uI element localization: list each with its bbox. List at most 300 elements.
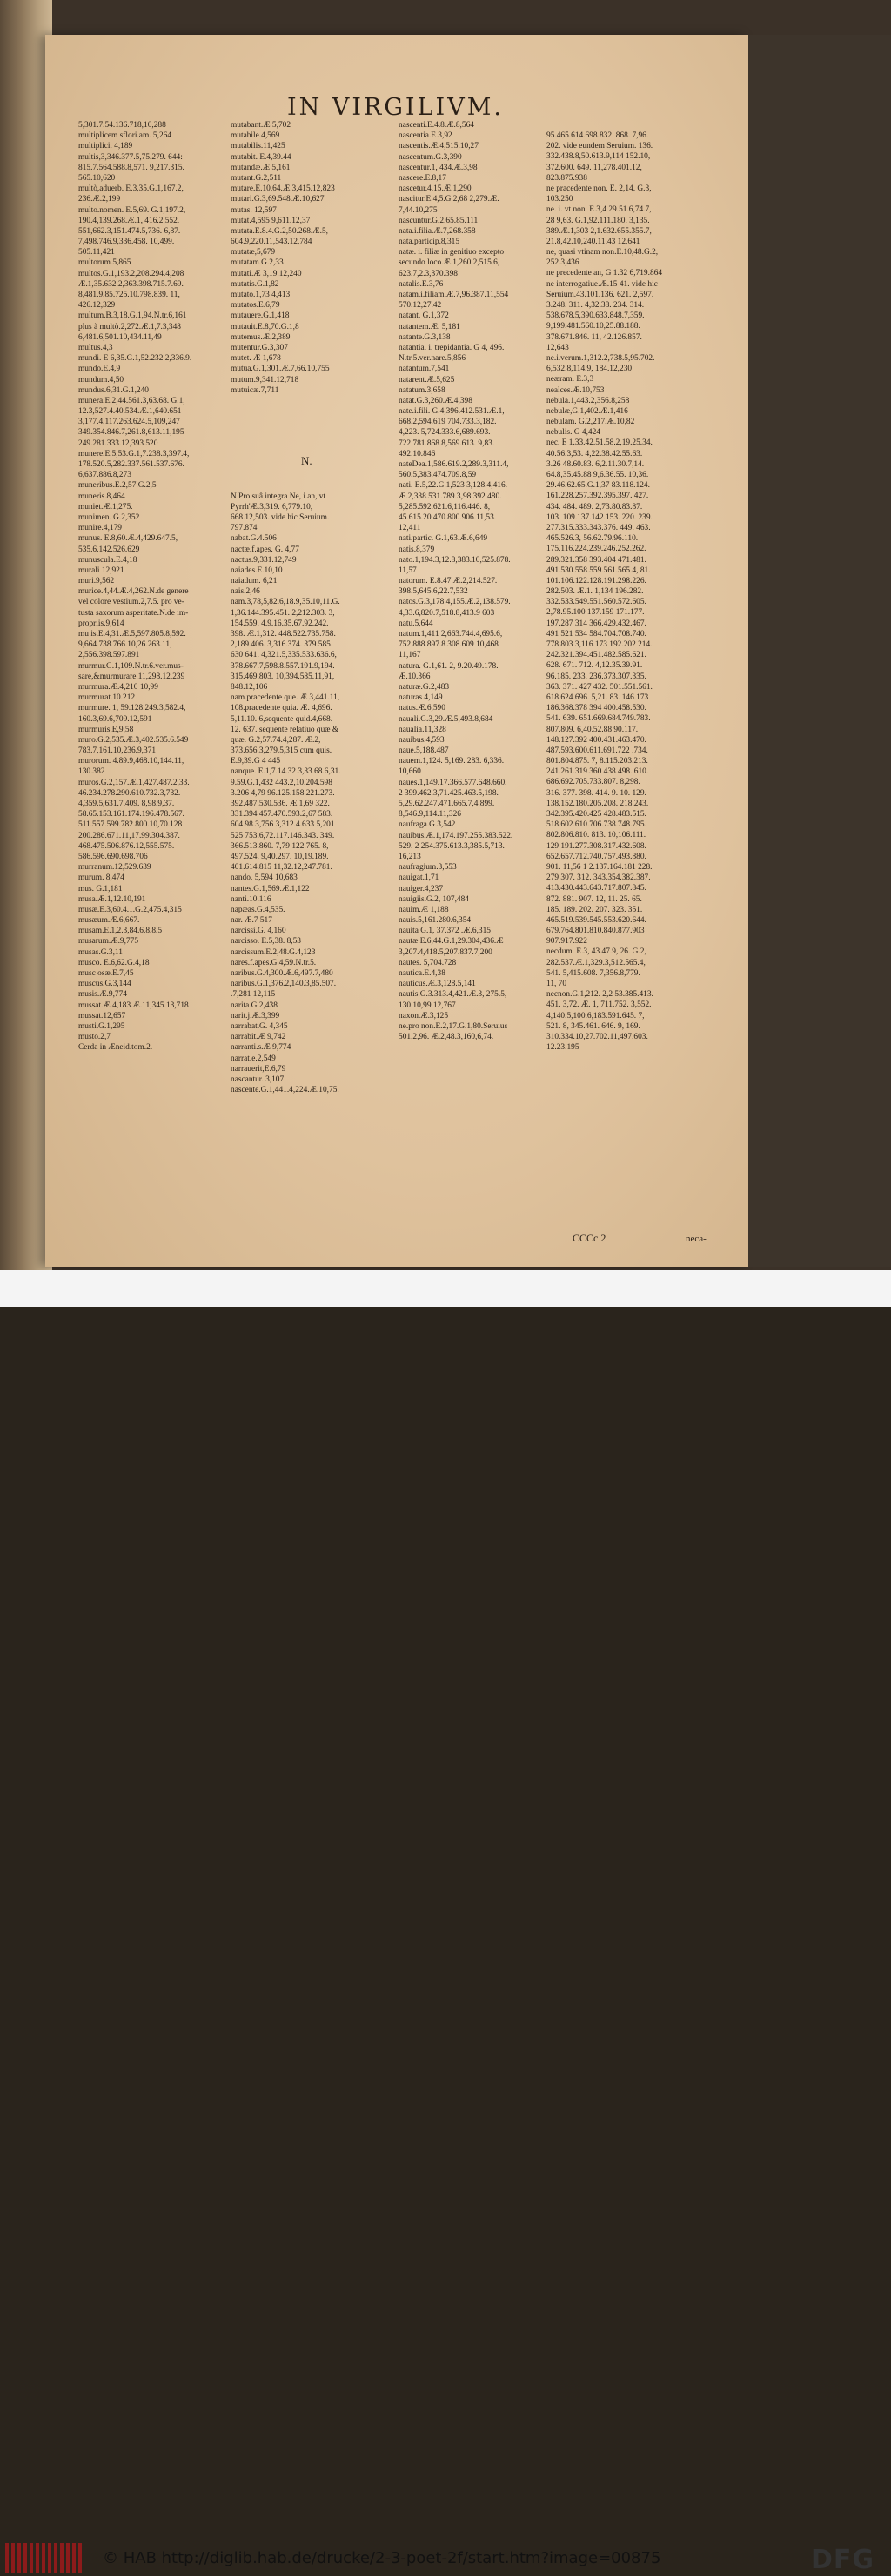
index-entry: murum. 8,474 [78,873,124,883]
index-entry: 103. 109.137.142.153. 220. 239. [546,512,653,522]
index-entry: 178.520.5,282.337.561.537.676. [78,460,184,469]
index-column-4 [546,130,738,1053]
index-entry: muneribus.E.2,57.G.2,5 [78,481,157,491]
index-entry: nautica.E.4,38 [399,969,446,978]
index-entry [231,449,396,459]
index-entry: .7,281 12,115 [231,990,276,1000]
index-entry: mutant.G.2,511 [231,173,282,183]
index-entry: natum.1,411 2,663.744.4,695.6, [399,630,503,639]
index-entry: 668.12,503. vide hic Seruium. [231,512,330,522]
index-entry: tusta saxorum asperitate.N.de im- [78,608,189,618]
index-column-3 [399,120,553,1042]
index-entry: natante.G.3,138 [399,332,451,342]
index-entry: 434. 484. 489. 2,73.80.83.87. [546,502,643,512]
index-entry: 7,44.10,275 [399,205,438,215]
index-entry: naufraga.G.3,542 [399,820,456,830]
index-entry [231,438,396,449]
index-entry: 823.875.938 [546,173,587,183]
index-entry: nar. Æ.7 517 [231,916,272,926]
index-entry: 332.438.8,50.613.9,114 152.10, [546,152,651,162]
index-entry: 5,301.7.54.136.718,10,288 [78,121,166,130]
index-entry: 45.615.20.470.800.906.11,53. [399,512,497,522]
index-entry: musæ.E.3,60.4.1.G.2,475.4,315 [78,905,182,914]
index-entry: ne precedente an, G 1.32 6,719.864 [546,269,663,278]
page-header: IN VIRGILIVM. [287,94,504,121]
index-entry: musis.Æ.9,774 [78,990,127,1000]
index-entry: 505.11,421 [78,248,115,258]
index-entry: nares.f.apes.G.4,59.N.tr.5. [231,958,317,967]
index-entry: natorum. E.8.47.Æ.2,214.527. [399,577,498,586]
index-entry: Æ.2,338.531.789.3,98.392.480. [399,492,502,501]
index-entry: 12,411 [399,524,421,533]
index-entry: 497.524. 9,40.297. 10,19.189. [231,852,329,861]
index-entry: Æ.1,35.632.2,363.398.715.7.69. [78,279,184,289]
index-entry: 366.513.860. 7,79 122.765. 8, [231,841,329,851]
index-entry: 3,207.4,418.5,207.837.7,200 [399,947,492,957]
index-entry: 802.806.810. 813. 10,106.111. [546,831,646,840]
index-entry: 95.465.614.698.832. 868. 7,96. [546,131,649,140]
scan-viewer [0,0,891,1270]
index-entry: 652.657.712.740.757.493.880. [546,852,646,861]
index-entry: 501,2,96. Æ.2,48.3,160,6,74. [399,1033,494,1042]
index-entry: nascentia.E.3,92 [399,131,452,141]
index-entry: 372.600. 649. 11,278.401.12, [546,163,642,172]
index-entry: 8,546.9,114.11,326 [399,810,461,820]
index-entry: 565.10,620 [78,173,116,183]
index-entry: narranti.s.Æ 9,774 [231,1043,291,1053]
index-entry: naxon.Æ.3,125 [399,1011,449,1020]
index-entry: nateDea.1,586.619.2,289.3,311.4, [399,460,509,469]
index-entry: 541. 5,415.608. 7,356.8,779. [546,968,640,978]
index-entry: mussat.Æ.4,183.Æ.11,345.13,718 [78,1000,189,1010]
index-entry: natu.5,644 [399,619,433,628]
index-entry: multiplici. 4,189 [78,142,133,151]
index-entry: mutata.E.8.4.G.2,50.268.Æ.5, [231,226,328,236]
index-entry: munimen. G.2,352 [78,512,140,522]
index-entry: 315.469.803. 10,394.585.11,91, [231,672,335,681]
index-entry: muros.G.2,157.Æ.1,427.487.2,33. [78,778,190,787]
index-entry: natarent.Æ.5,625 [399,375,455,385]
index-entry: murmura.Æ.4,210 10,99 [78,682,158,692]
index-entry: nauiger.4,237 [399,884,444,893]
index-entry: musarum.Æ.9,775 [78,937,139,947]
index-entry: secundo loco.Æ.1,260 2,515.6, [399,258,500,268]
index-entry: Pyrrh'Æ.3,319. 6,779.10, [231,502,313,512]
index-entry: mutatis.G.1,82 [231,279,279,289]
index-entry: nate.i.fili. G.4,396.412.531.Æ.1, [399,407,505,417]
index-entry: ne.pro non.E.2,17.G.1,80.Seruius [399,1021,508,1031]
index-entry: 28 9,63. G.1,92.111.180. 3,135. [546,216,650,225]
index-entry: musco. E.6,62.G.4,18 [78,958,150,967]
index-entry: 130.382 [78,767,105,777]
index-entry: natis.8,379 [399,545,435,554]
index-entry: nati.partic. G.1,63.Æ.6,649 [399,534,488,544]
index-entry: 848.12,106 [231,682,268,692]
index-entry: mutua.G.1,301.Æ.7,66.10,755 [231,365,330,374]
index-entry: 6,481.6,501.10,434.11,49 [78,332,162,342]
index-entry: 525 753.6,72.117.146.343. 349. [231,831,335,840]
credit-bar [0,1270,891,2575]
index-entry: 154.559. 4.9.16.35.67.92.242. [231,619,329,628]
index-entry: mutabant.Æ 5,702 [231,121,291,130]
index-entry: naturæ.G.2,483 [399,682,450,692]
index-entry: 570.12,27.42 [399,301,442,311]
index-entry: multò,aduerb. E.3,35.G.1,167.2, [78,184,184,194]
index-entry: muniet.Æ.1,275. [78,502,133,512]
credit-link[interactable]: © HAB http://diglib.hab.de/drucke/2-3-poet-2f/start.htm?image=00875 [103,2549,661,2567]
index-entry: plus à multò.2,272.Æ.1,7.3,348 [78,322,181,331]
index-entry: 518.602.610.706.738.748.795. [546,820,646,830]
index-entry: nactus.9,331.12,749 [231,555,297,565]
index-entry: nauigat.1,71 [399,873,439,883]
index-entry: necnon.G.1,212. 2,2 53.385.413. [546,990,653,1000]
index-entry: natant. G.1,372 [399,311,449,321]
index-entry: 9.59.G.1,432 443.2,10.204.598 [231,778,332,787]
index-entry: 6,637.886.8,273 [78,471,131,480]
index-entry: naribus.G.1,376.2,140.3,85.507. [231,980,337,989]
dfg-logo: DFG [811,2545,875,2575]
index-entry: nebulam. G.2,217.Æ.10,82 [546,418,635,427]
index-entry: nauis.5,161.280.6,354 [399,916,472,926]
index-entry: naiadum. 6,21 [231,577,278,586]
index-entry: naribus.G.4,300.Æ.6,497.7,480 [231,969,333,978]
index-entry: nebulæ,G.1,402.Æ.1,416 [546,406,628,416]
index-entry [231,417,396,427]
index-entry: 541. 639. 651.669.684.749.783. [546,714,651,724]
index-entry: 130.10,99.12,767 [399,1000,456,1010]
index-entry: musam.E.1,2.3,84.6,8.8.5 [78,927,163,936]
index-entry: nautes. 5,704.728 [399,958,457,967]
index-entry: mutandæ.Æ 5,161 [231,163,291,172]
catchword: neca- [686,1234,707,1244]
index-entry: natantem.Æ. 5,181 [399,322,460,331]
index-entry: murorum. 4.89.9,468.10,144.11, [78,757,184,766]
index-entry: mutatæ,5,679 [231,248,276,258]
page-background-margin [748,35,891,1267]
index-entry: murice.4,44.Æ.4,262.N.de genere [78,587,189,597]
index-entry: 413.430.443.643.717.807.845. [546,884,646,893]
index-entry: narcisso. E.5,38. 8,53 [231,937,301,947]
index-entry: 96.185. 233. 236.373.307.335. [546,672,646,681]
index-entry: mutauit.E.8,70.G.1,8 [231,322,299,331]
index-entry: nealces.Æ.10,753 [546,385,605,395]
index-entry: multum.B.3,18.G.1,94.N.tr.6,161 [78,311,187,321]
index-entry: mutentur.G.3,307 [231,343,288,352]
index-entry: natatum.3,658 [399,385,446,395]
index-entry: 630 641. 4,321.5,335.533.636.6, [231,651,337,660]
index-entry: 282.503. Æ.1. 1,134 196.282. [546,587,644,597]
index-entry: 8,481.9,85.725.10.798.839. 11, [78,291,180,299]
index-entry: nascere.E.8,17 [399,173,446,183]
index-entry: 129 191.277.308.317.432.608. [546,841,646,851]
index-entry: nec. E 1.33.42.51.58.2,19.25.34. [546,438,653,448]
index-entry: 5,29.62.247.471.665.7,4.899. [399,800,495,808]
index-entry: 401.614.815 11,32.12,247.781. [231,863,332,873]
index-entry: natus.Æ.6,590 [399,704,446,713]
index-entry: 872. 881. 907. 12, 11. 25. 65. [546,894,642,904]
index-entry: 487.593.600.611.691.722 .734. [546,746,648,755]
index-entry: 10,660 [399,767,421,777]
index-entry: ne, quasi vtinam non.E.10,48.G.2, [546,248,659,258]
index-entry: naualia.11,328 [399,725,446,734]
index-entry: ne pracedente non. E. 2,14. G.3, [546,184,652,193]
index-entry: 289.321.358 393.404 471.481. [546,555,646,565]
signature-mark: CCCc 2 [573,1232,606,1244]
index-entry: nauem.1,124. 5,169. 283. 6,336. [399,757,505,766]
index-entry: 148.127.392 400.431.463.470. [546,735,646,745]
index-entry: 331.394 457.470.593.2,67 583. [231,810,333,820]
index-entry: 21.8,42.10,240.11,43 12,641 [546,237,640,246]
index-entry: naturas.4,149 [399,693,443,703]
index-entry: mundus.6,31.G.1,240 [78,385,149,395]
index-entry: 491.530.558.559.561.565.4, 81. [546,565,651,575]
index-entry [231,470,396,480]
index-entry: 604.9,220.11,543.12,784 [231,238,312,247]
index-entry: 236.Æ.2,199 [78,195,121,204]
index-entry: 679.764.801.810.840.877.903 [546,927,645,936]
index-entry: 2,78.95.100 137.159 171.177. [546,608,645,618]
index-entry: 332.533.549.551.560.572.605. [546,598,646,607]
index-entry: natæ. i. filiæ in genitiuo excepto [399,248,505,258]
index-entry: nascuntur.G.2,65.85.111 [399,216,479,225]
index-entry: mutat.4,595 9,611.12,37 [231,216,311,225]
index-entry: 398. Æ.1,312. 448.522.735.758. [231,630,336,639]
index-entry: mutato.1,73 4,413 [231,291,291,299]
index-entry: 1,36.144.395.451. 2,212.303. 3, [231,608,335,618]
index-entry: 11, 70 [546,980,567,988]
index-entry: 783.7,161.10,236.9,371 [78,746,157,756]
index-entry: narcissum.E.2,48.G.4,123 [231,947,316,957]
index-entry: mu is.E.4,31.Æ.5,597.805.8,592. [78,630,186,639]
index-entry: nautis.G.3.313.4,421.Æ.3, 275.5, [399,990,507,1000]
index-entry: muri.9,562 [78,577,115,586]
index-entry: 465.519.539.545.553.620.644. [546,915,646,925]
index-entry: 491 521 534 584.704.708.740. [546,629,646,639]
index-entry: 12.3,527.4.40.534.Æ.1,640.651 [78,407,182,417]
index-entry: 342.395.420.425 428.483.515. [546,810,646,819]
index-entry: 12. 637. sequente relatiuo quæ & [231,725,339,734]
book-page-edges [0,0,52,1270]
index-entry: 279 307. 312. 343.354.382.387. [546,873,651,883]
index-column-2 [231,120,396,1095]
index-entry: musa.Æ.1,12.10,191 [78,894,146,904]
index-entry: 586.596.690.698.706 [78,852,148,861]
index-entry: 628. 671. 712. 4,12.35.39.91. [546,661,643,671]
index-entry: E.9,39.G 4 445 [231,757,281,766]
index-entry: narita.G.2,438 [231,1000,278,1010]
index-entry: multos.G.1,193.2,208.294.4,208 [78,269,184,278]
index-entry: mutatam.G.2,33 [231,258,284,268]
index-entry: nato.1,194.3,12.8,383.10,525.878. [399,555,511,565]
index-entry: nata.particip.8,315 [399,238,460,247]
index-entry: 242.321.394.451.482.585.621. [546,651,646,660]
index-entry: 907.917.922 [546,937,587,947]
index-entry: nam.3,78,5,82.6,18.9,35.10,11.G. [231,598,340,607]
index-entry: Cerda in Æneid.tom.2. [78,1043,153,1053]
index-entry: 389.Æ.1,303 2,1.632.655.355.7, [546,226,652,236]
index-entry: mutauere.G.1,418 [231,311,290,321]
index-entry: munus. E.8,60.Æ.4,429.647.5, [78,534,178,544]
index-entry: 3.26 48.60.83. 6,2.11.30.7,14. [546,459,645,469]
index-entry: mutari.G.3,69.548.Æ.10,627 [231,195,325,204]
index-entry: nais.2,46 [231,587,260,597]
index-entry: nando. 5,594 10,683 [231,873,298,883]
index-entry: nebulis. G 4,424 [546,428,600,438]
index-entry: natantia. i. trepidantia. G 4, 496. [399,343,505,352]
index-entry: mutabilis.11,425 [231,142,285,151]
index-entry: mus. G.1,181 [78,884,123,893]
index-entry: narrabat.G. 4,345 [231,1021,288,1031]
index-entry: narrat.e.2,549 [231,1054,276,1063]
index-entry: nauita G.1, 37.372 .Æ.6,315 [399,927,491,936]
index-entry: 40.56.3,53. 4,22.38.42.55.63. [546,449,643,458]
index-entry: 12.23.195 [546,1043,579,1053]
index-entry: 901. 11,56 1 2.137.164.181 228. [546,862,653,872]
index-entry: 426.12,329 [78,301,116,311]
index-entry: 9,664.738.766.10,26.263.11, [78,640,172,650]
index-entry: nascitur.E.4,5.G.2,68 2,279.Æ. [399,195,499,204]
index-entry: 529. 2 254.375.613.3,385.5,713. [399,841,505,851]
index-entry: sare,&murmurare.11,298.12,239 [78,672,185,681]
index-entry: narit.j.Æ.3,399 [231,1011,280,1020]
index-entry: 161.228.257.392.395.397. 427. [546,492,649,501]
index-entry: narrauerit,E.6,79 [231,1064,286,1074]
index-entry: N Pro suâ integra Ne, i.an, vt [231,492,326,501]
index-entry: 185. 189. 202. 207. 323. 351. [546,905,643,914]
index-entry: multo.nomen. E.5,69. G.1,197.2, [78,205,186,215]
index-entry: 560.5,383.474.709.8,59 [399,471,477,480]
index-entry: propriis.9,614 [78,619,124,628]
index-entry: 197.287 314 366.429.432.467. [546,619,646,628]
index-entry: 349.354.846.7,261.8,613.11,195 [78,428,184,438]
index-entry: nauali.G.3,29.Æ.5,493.8,684 [399,714,493,724]
index-entry: necdum. E.3, 43.47.9, 26. G.2, [546,947,646,957]
index-entry: napæas.G.4,535. [231,905,285,914]
index-entry: 815.7.564.588.8,571. 9,217.315. [78,163,184,172]
index-entry: 190.4,139.268.Æ.1, 416.2,552. [78,216,180,225]
index-entry: natam.i.filiam.Æ.7,96.387.11,554 [399,291,509,299]
index-entry: 4,223. 5,724.333.6,689.693. [399,428,491,438]
index-entry: 175.116.224.239.246.252.262. [546,545,646,554]
index-entry: multus.4,3 [78,343,113,352]
index-entry: natat.G.3,260.Æ.4,398 [399,396,472,405]
index-entry: 398.5,645.6,22.7,532 [399,587,468,597]
index-entry: 373.656.3,279.5,315 cum quis. [231,746,332,756]
index-entry: 722.781.868.8,569.613. 9,83. [399,438,495,448]
index-entry: munera.E.2,44.561.3,63.68. G.1, [78,396,185,405]
index-entry: 5,285.592.621.6,116.446. 8, [399,502,491,512]
index-entry: natos.G.3,178 4,155.Æ.2,138.579. [399,598,511,607]
index-entry: 46.234.278.290.610.732.3,732. [78,788,181,798]
index-entry: nascentur.1, 434.Æ.3,98 [399,163,478,172]
index-entry [231,480,396,491]
index-entry: nati. E.5,22.G.1,523 3,128.4,416. [399,481,507,491]
index-entry: murali 12,921 [78,565,124,575]
index-entry: murmuris.E,9,58 [78,725,134,734]
index-entry: nautæ.E.6,44.G.1,29.304,436.Æ [399,937,504,947]
index-entry: 604.98.3,756 3,312.4.633 5,201 [231,820,335,830]
index-entry: musæum.Æ.6,667. [78,916,140,926]
index-entry: murmure. 1, 59.128.249.3,582.4, [78,704,186,713]
index-entry: 363. 371. 427 432. 501.551.561. [546,682,653,692]
index-entry: 538.678.5,390.633.848.7,359. [546,311,645,321]
index-entry: natantum.7,541 [399,365,450,374]
index-entry: ne.i.verum.1,312.2,738.5,95.702. [546,353,655,363]
index-entry: multiplicem sflori.am. 5,264 [78,131,172,141]
index-entry: naue.5,188.487 [399,746,449,756]
index-entry: nascenti.E.4.8.Æ.8,564 [399,121,474,130]
index-entry [231,406,396,417]
index-entry: 797.874 [231,524,258,533]
index-entry: 468.475.506.876.12,555.575. [78,841,175,851]
index-entry: 801.804.875. 7, 8.115.203.213. [546,757,648,766]
index-entry: nata.i.filia.Æ.7,268.358 [399,226,476,236]
index-entry: musas.G.3,11 [78,947,123,957]
index-entry: nauibus.Æ.1,174.197.255.383.522. [399,831,513,840]
index-entry: 465.526.3, 56.62.79.96.110. [546,534,639,544]
index-entry: narrabit.Æ 9,742 [231,1033,286,1042]
index-entry: multis,3,346.377.5,75.279. 644: [78,152,183,162]
index-entry: mutatos.E.6,79 [231,301,280,311]
index-entry: 101.106.122.128.191.298.226. [546,576,646,585]
index-entry: nauim.Æ 1,188 [399,905,449,914]
index-entry: 686.692.705.733.807. 8,298. [546,778,640,787]
index-entry: munire.4,179 [78,524,122,533]
index-entry: 4,33.6,820.7,518.8,413.9 603 [399,608,495,618]
index-entry: 451. 3,72. Æ. 1, 711.752. 3,552. [546,1000,652,1010]
index-entry: 64.8,35.45.88 9,6.36.55. 10,36. [546,471,649,479]
index-entry: 202. vide eundem Seruium. 136. [546,142,653,151]
index-entry: narcissi.G. 4,160 [231,927,286,936]
index-entry: neæram. E.3,3 [546,375,594,385]
index-entry: nauigiis.G.2, 107,484 [399,894,469,904]
index-entry: mutuicæ.7,711 [231,385,279,395]
index-entry: mutum.9,341.12,718 [231,375,299,385]
index-entry: 277.315.333.343.376. 449. 463. [546,523,651,532]
index-entry: murranum.12,529.639 [78,863,151,873]
index-entry: 16,213 [399,852,421,861]
index-entry: naues.1,149.17.366.577.648.660. [399,778,507,787]
index-entry: naufragium.3,553 [399,863,457,873]
index-entry: 138.152.180.205.208. 218.243. [546,799,649,808]
index-entry: muscus.G.3,144 [78,980,131,989]
index-entry: 6,532.8,114.9, 184.12,230 [546,365,633,374]
index-entry: nebula.1,443.2,356.8,258 [546,396,630,405]
index-entry: nauibus.4,593 [399,735,445,745]
index-column-1 [78,120,233,1054]
index-entry: 9,199.481.560.10,25.88.188. [546,322,640,331]
index-entry: 807.809. 6,40.52.88 90.117. [546,725,639,734]
index-entry: mutemus.Æ.2,389 [231,332,291,342]
index-entry: mutabile.4,569 [231,131,280,141]
index-entry: 2 399.462.3,71.425.463.5,198. [399,788,499,798]
index-entry: nascentis.Æ.4,515.10,27 [399,142,479,151]
index-entry: naiades.E.10,10 [231,565,283,575]
index-entry: 618.624.696. 5,21. 83. 146.173 [546,693,649,702]
index-entry: 2,189.406. 3,316.374. 379.585. [231,640,333,650]
index-entry: natalis.E.3,76 [399,279,444,289]
index-entry: 521. 8, 345.461. 646. 9, 169. [546,1021,640,1031]
index-entry: mutet. Æ 1,678 [231,354,281,364]
index-entry: mutare.E.10,64.Æ.3,415.12,823 [231,184,335,194]
index-entry: muneris.8,464 [78,492,125,501]
index-entry: murmurat.10.212 [78,693,136,703]
index-entry: 4,140.5,100.6,183.591.645. 7, [546,1011,645,1020]
index-entry: mundum.4,50 [78,375,124,385]
index-entry: murmur.G.1,109.N.tr.6.ver.mus- [78,661,184,671]
index-entry: nascetur.4,15.Æ.1,290 [399,184,472,194]
index-entry: 3,177.4,117.263.624.5,109,247 [78,418,180,427]
